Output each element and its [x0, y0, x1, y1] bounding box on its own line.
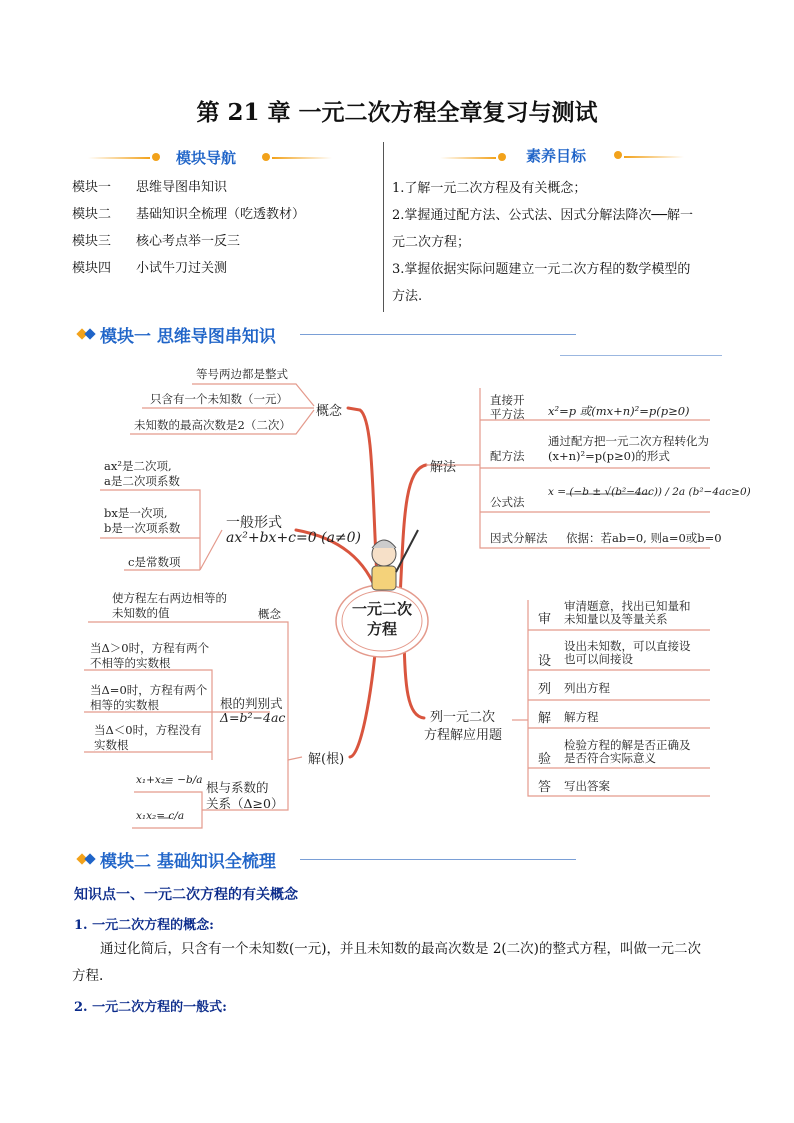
step-text: 是否符合实际意义 — [564, 751, 656, 765]
nav-item-id: 模块三 — [72, 234, 112, 249]
nav-item-name: 思维导图串知识 — [136, 180, 228, 195]
root-concept-label: 概念 — [258, 607, 281, 621]
knowledge-point-title: 知识点一、一元二次方程的有关概念 — [74, 887, 298, 903]
module2-heading: 模块二 基础知识全梳理 — [100, 852, 276, 872]
method-desc: 依据：若ab=0, 则a=0或b=0 — [566, 531, 722, 545]
heading-rule — [300, 859, 576, 860]
method-name: 直接开 — [490, 393, 525, 407]
leaf-text: 等号两边都是整式 — [196, 367, 288, 381]
leaf-text: 使方程左右两边相等的 — [112, 591, 227, 605]
leaf-text: b是一次项系数 — [104, 521, 181, 535]
nav-heading: 模块导航 — [176, 149, 237, 167]
node-solve: 解法 — [430, 460, 457, 475]
step-text: 写出答案 — [564, 779, 610, 793]
leaf-text: 当Δ=0时，方程有两个 — [90, 683, 208, 697]
node-apply: 方程解应用题 — [424, 728, 503, 743]
goal-line: 方法. — [392, 289, 423, 304]
leaf-text: 未知数的最高次数是2（二次） — [134, 418, 291, 432]
step-text: 未知量以及等量关系 — [564, 612, 668, 626]
nav-item-id: 模块一 — [72, 180, 112, 195]
nav-item-name: 基础知识全梳理（吃透教材） — [136, 207, 306, 222]
leaf-text: 未知数的值 — [112, 606, 170, 620]
leaf-text: ax²是二次项, — [104, 459, 172, 473]
step-text: 检验方程的解是否正确及 — [564, 738, 691, 752]
method-desc: 通过配方把一元二次方程转化为 — [548, 434, 709, 448]
leaf-text: c是常数项 — [128, 555, 181, 569]
center-label: 一元二次 — [351, 600, 412, 618]
method-desc: x = (−b ± √(b²−4ac)) / 2a (b²−4ac≥0) — [548, 486, 751, 498]
node-root: 解(根) — [308, 752, 345, 767]
page-title: 第 21 章 一元二次方程全章复习与测试 — [196, 99, 598, 126]
method-desc: (x+n)²=p(p≥0)的形式 — [548, 449, 670, 463]
method-desc: x²=p 或(mx+n)²=p(p≥0) — [548, 404, 690, 418]
step-text: 审清题意，找出已知量和 — [564, 599, 691, 613]
leaf-text: 不相等的实数根 — [90, 656, 171, 670]
leaf-text: 相等的实数根 — [90, 698, 159, 712]
step-key: 验 — [538, 752, 552, 767]
step-key: 审 — [538, 612, 552, 627]
vieta-label: 根与系数的 — [206, 780, 269, 795]
step-key: 解 — [538, 711, 552, 726]
goal-line: 3.掌握依据实际问题建立一元二次方程的数学模型的 — [392, 262, 691, 277]
goals-heading: 素养目标 — [526, 147, 587, 165]
node-apply: 列一元二次 — [430, 710, 496, 725]
method-name: 平方法 — [490, 407, 525, 421]
nav-item-name: 核心考点举一反三 — [136, 234, 241, 249]
vieta-label: 关系（Δ≥0） — [206, 796, 284, 811]
step-key: 答 — [538, 780, 552, 795]
goal-line: 元二次方程； — [392, 235, 471, 250]
leaf-text: 当Δ＜0时，方程没有 — [94, 723, 202, 737]
nav-item-id: 模块四 — [72, 261, 112, 276]
goal-line: 2.掌握通过配方法、公式法、因式分解法降次──解一 — [392, 208, 694, 223]
teacher-icon — [372, 530, 418, 590]
discriminant-label: 根的判别式 — [220, 696, 283, 711]
leaf-text: 只含有一个未知数（一元） — [150, 392, 288, 406]
node-general-form: 一般形式 — [226, 515, 282, 531]
step-key: 列 — [538, 682, 552, 697]
method-name: 配方法 — [490, 449, 525, 463]
vieta-sum: x₁+x₂= −b/a — [136, 774, 203, 786]
step-key: 设 — [538, 654, 552, 669]
leaf-text: bx是一次项, — [104, 506, 168, 520]
general-formula: ax²+bx+c=0 (a≠0) — [226, 530, 362, 546]
step-text: 解方程 — [564, 710, 599, 724]
step-text: 列出方程 — [564, 681, 610, 695]
discriminant-formula: Δ=b²−4ac — [220, 710, 286, 725]
method-name: 公式法 — [490, 495, 525, 509]
leaf-text: 当Δ＞0时，方程有两个 — [90, 641, 210, 655]
leaf-text: a是二次项系数 — [104, 474, 180, 488]
nav-item-name: 小试牛刀过关测 — [136, 261, 228, 276]
subsection-title: 1. 一元二次方程的概念: — [74, 918, 214, 933]
center-label: 方程 — [366, 620, 397, 638]
goal-line: 1.了解一元二次方程及有关概念； — [392, 181, 587, 196]
node-concept: 概念 — [316, 404, 343, 419]
method-name: 因式分解法 — [490, 531, 548, 545]
leaf-text: 实数根 — [94, 738, 129, 752]
paragraph: 方程. — [72, 968, 104, 984]
mindmap-branches — [296, 408, 426, 757]
nav-item-id: 模块二 — [72, 207, 112, 222]
step-text: 设出未知数，可以直接设 — [564, 639, 691, 653]
subsection-title: 2. 一元二次方程的一般式: — [74, 1000, 227, 1015]
step-text: 也可以间接设 — [564, 652, 633, 666]
module1-heading: 模块一 思维导图串知识 — [100, 327, 276, 347]
paragraph: 通过化简后，只含有一个未知数(一元)，并且未知数的最高次数是 2(二次)的整式方程，叫做一元二次 — [100, 941, 701, 957]
vieta-product: x₁x₂= c/a — [136, 810, 185, 822]
